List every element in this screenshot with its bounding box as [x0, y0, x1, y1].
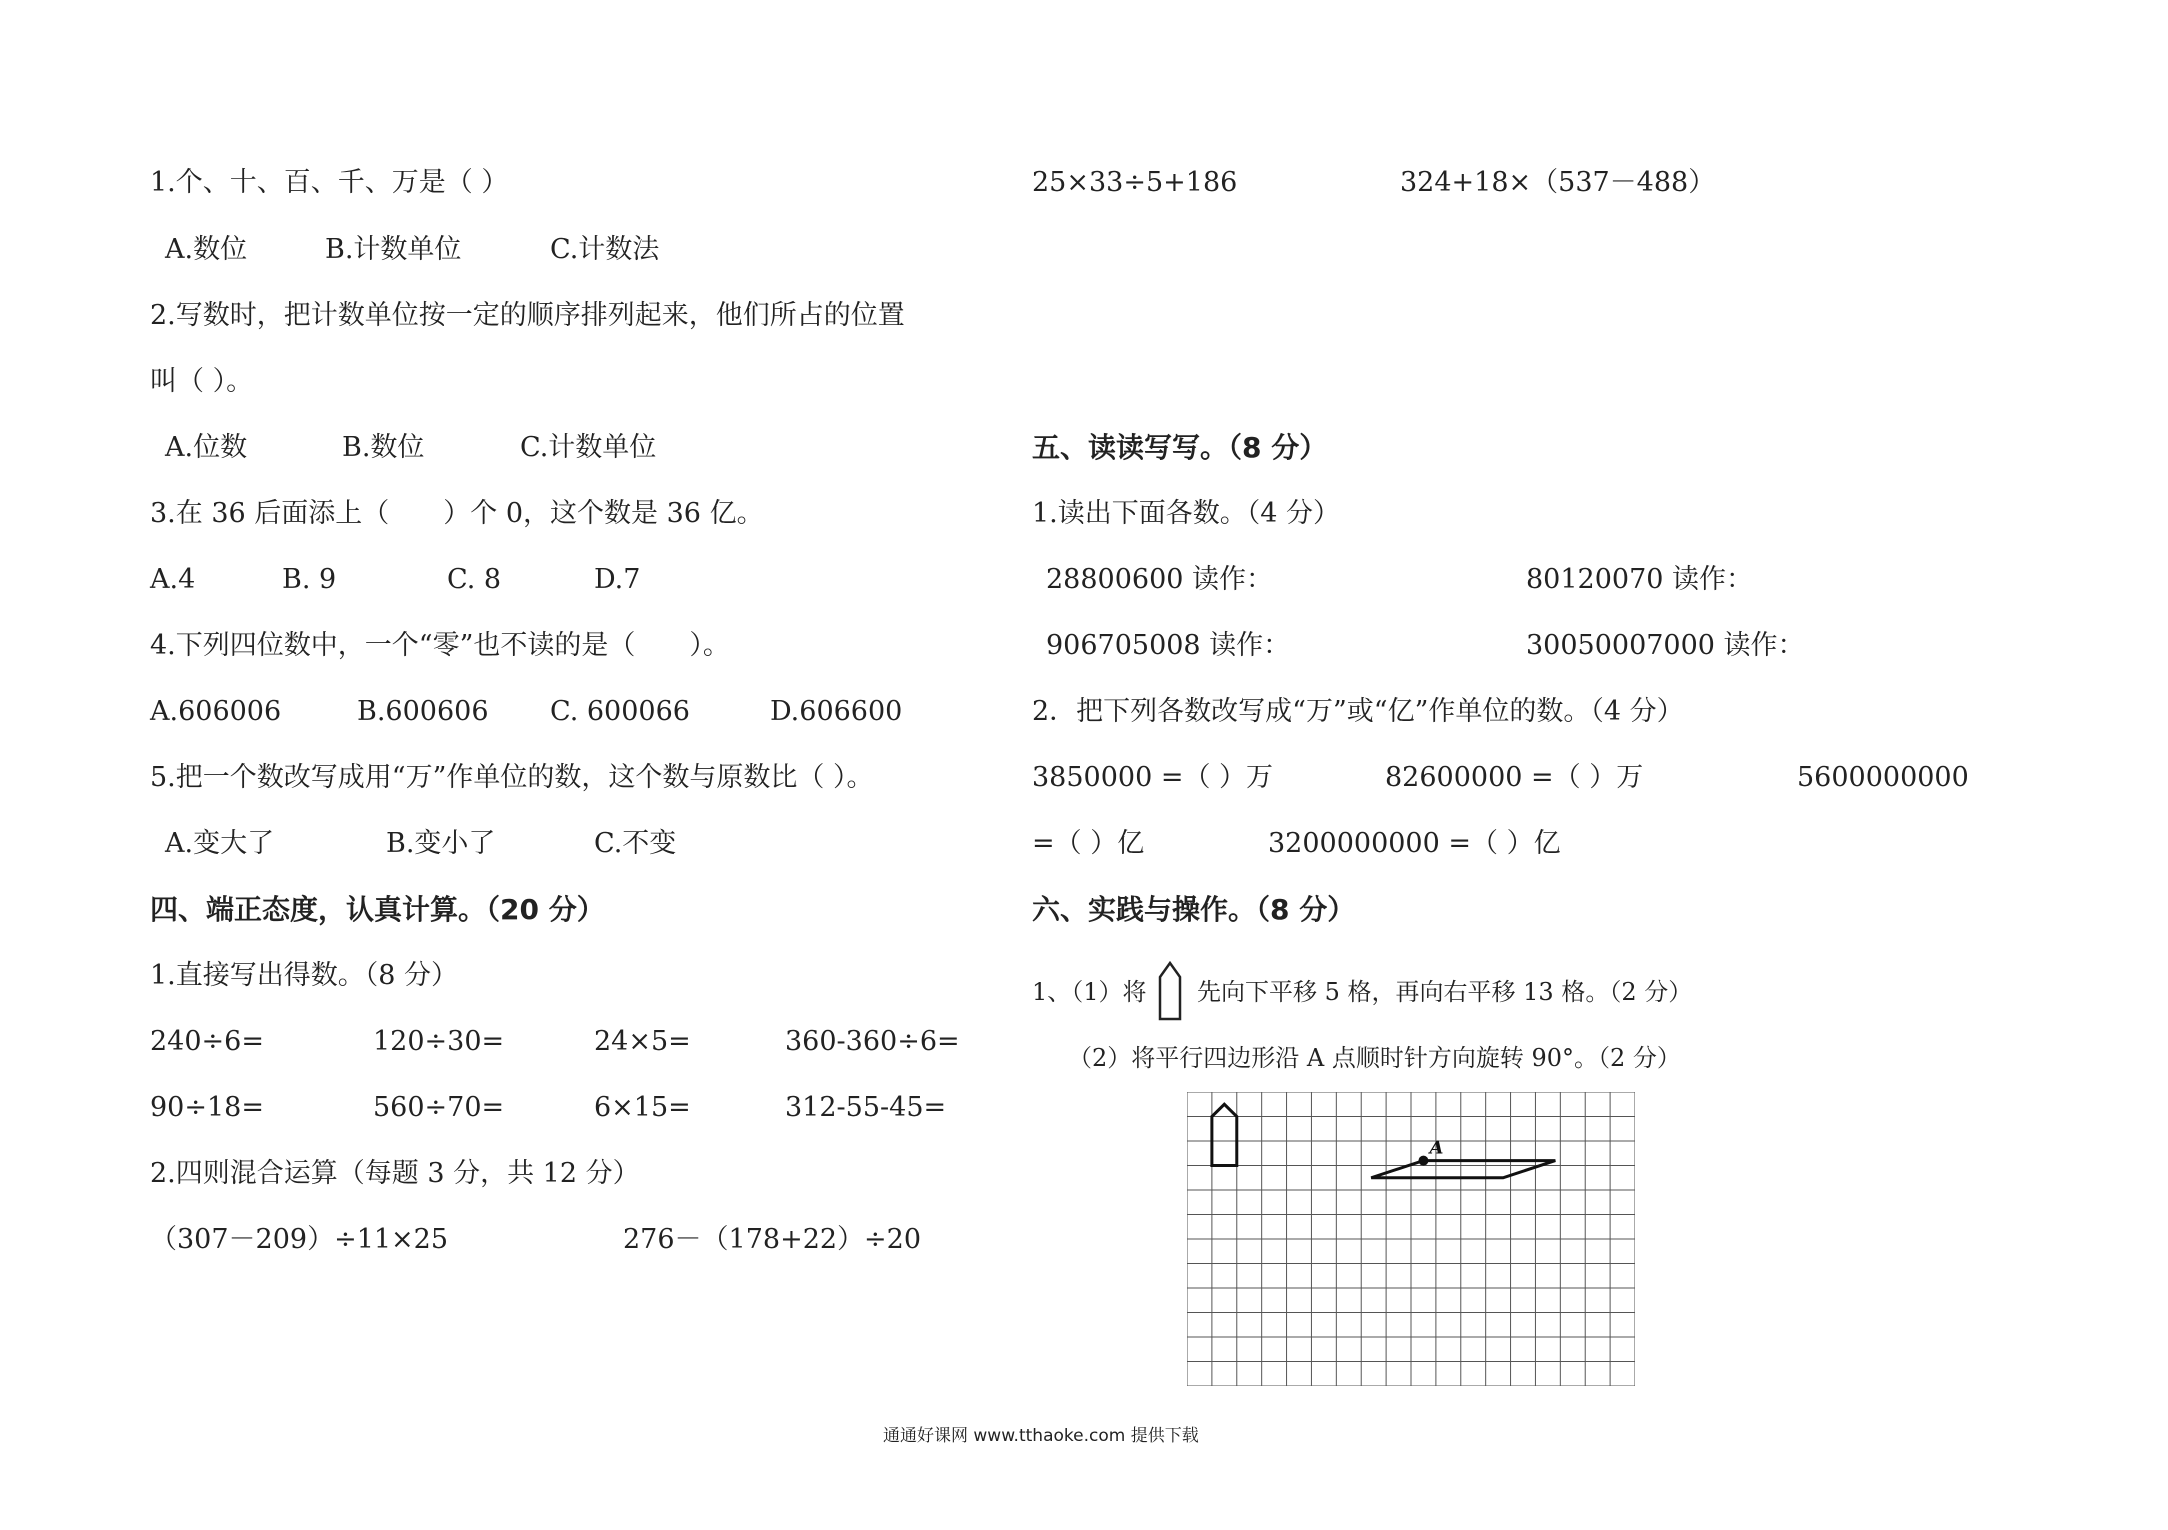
q5-option-c: C.不变 [594, 828, 677, 859]
q3-option-a: A.4 [150, 564, 196, 595]
section5-part2-title: 2．把下列各数改写成“万”或“亿”作单位的数。（4 分） [1032, 696, 1684, 727]
pencil-shape-on-grid [1212, 1104, 1237, 1165]
section6-title: 六、实践与操作。（8 分） [1032, 893, 1356, 926]
read-number-2: 80120070 读作： [1526, 564, 1754, 595]
q5-stem: 5.把一个数改写成用“万”作单位的数，这个数与原数比（ ）。 [150, 762, 874, 793]
q2-option-a: A.位数 [165, 432, 248, 463]
pencil-shape-icon [1157, 961, 1183, 1021]
q1-stem: 1.个、十、百、千、万是（ ） [150, 167, 509, 198]
footer-text: 通通好课网 www.tthaoke.com 提供下载 [883, 1426, 1199, 1446]
mixed-calc-4: 324+18×（537－488） [1400, 167, 1716, 198]
oral-calc-2: 120÷30= [373, 1026, 505, 1057]
section4-part2-title: 2.四则混合运算（每题 3 分，共 12 分） [150, 1158, 640, 1189]
rewrite-3-answer: =（ ）亿 [1032, 828, 1145, 859]
rewrite-1: 3850000 =（ ）万 [1032, 762, 1274, 793]
section5-part1-title: 1.读出下面各数。（4 分） [1032, 498, 1341, 529]
point-a-label: A [1429, 1137, 1444, 1159]
q3-option-b: B. 9 [282, 564, 337, 595]
section4-part1-title: 1.直接写出得数。（8 分） [150, 960, 459, 991]
section6-q2-text: （2）将平行四边形沿 A 点顺时针方向旋转 90°。（2 分） [1068, 1044, 1681, 1072]
q2-option-c: C.计数单位 [520, 432, 657, 463]
q4-option-c: C. 600066 [550, 696, 690, 727]
q4-option-a: A.606006 [150, 696, 282, 727]
section6-q1-text: 先向下平移 5 格，再向右平移 13 格。（2 分） [1197, 978, 1693, 1006]
q4-option-b: B.600606 [357, 696, 489, 727]
parallelogram [1371, 1161, 1555, 1178]
oral-calc-4: 360-360÷6= [785, 1026, 960, 1057]
q2-stem-line2: 叫（ ）。 [150, 366, 254, 397]
oral-calc-6: 560÷70= [373, 1092, 505, 1123]
oral-calc-1: 240÷6= [150, 1026, 264, 1057]
grid-svg [1187, 1092, 1635, 1386]
read-number-1: 28800600 读作： [1046, 564, 1274, 595]
oral-calc-3: 24×5= [594, 1026, 691, 1057]
q3-stem: 3.在 36 后面添上（ ）个 0，这个数是 36 亿。 [150, 498, 764, 529]
q1-option-a: A.数位 [165, 234, 248, 265]
rewrite-4: 3200000000 =（ ）亿 [1268, 828, 1561, 859]
q4-stem: 4.下列四位数中，一个“零”也不读的是（ ）。 [150, 630, 730, 661]
section5-title: 五、读读写写。（8 分） [1032, 431, 1328, 464]
oral-calc-7: 6×15= [594, 1092, 691, 1123]
q5-option-a: A.变大了 [165, 828, 275, 859]
mixed-calc-1: （307－209）÷11×25 [150, 1224, 449, 1255]
q2-stem-line1: 2.写数时，把计数单位按一定的顺序排列起来，他们所占的位置 [150, 300, 905, 331]
mixed-calc-3: 25×33÷5+186 [1032, 167, 1238, 198]
q1-option-c: C.计数法 [550, 234, 660, 265]
drawing-grid [1187, 1092, 1635, 1386]
rewrite-2: 82600000 =（ ）万 [1385, 762, 1644, 793]
q3-option-d: D.7 [594, 564, 641, 595]
q1-option-b: B.计数单位 [325, 234, 462, 265]
read-number-3: 906705008 读作： [1046, 630, 1291, 661]
rewrite-3: 5600000000 [1797, 762, 1969, 793]
q4-option-d: D.606600 [770, 696, 903, 727]
q2-option-b: B.数位 [342, 432, 425, 463]
q5-option-b: B.变小了 [386, 828, 496, 859]
oral-calc-5: 90÷18= [150, 1092, 264, 1123]
mixed-calc-2: 276－（178+22）÷20 [623, 1224, 922, 1255]
oral-calc-8: 312-55-45= [785, 1092, 947, 1123]
section6-q1-prefix: 1、（1）将 [1032, 978, 1147, 1006]
section4-title: 四、端正态度，认真计算。（20 分） [150, 893, 605, 926]
q3-option-c: C. 8 [447, 564, 502, 595]
point-a-dot [1418, 1156, 1428, 1166]
read-number-4: 30050007000 读作： [1526, 630, 1805, 661]
